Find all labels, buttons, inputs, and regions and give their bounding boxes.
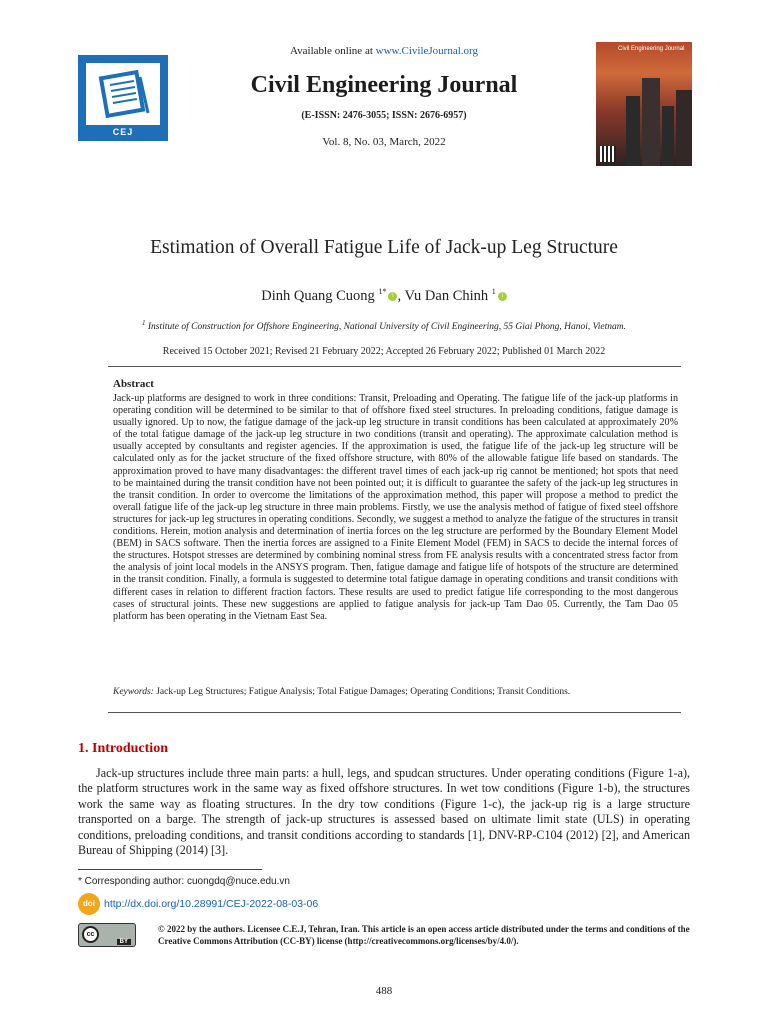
affiliation-superscript: 1 [141, 319, 146, 327]
keywords-label: Keywords: [113, 687, 154, 697]
orcid-icon[interactable]: i [388, 292, 397, 301]
keywords [113, 687, 570, 697]
corresponding-author: * Corresponding author: cuongdq@nuce.edu.vn [78, 876, 290, 887]
journal-title: Civil Engineering Journal [250, 72, 518, 98]
logo-label: CEJ [112, 127, 134, 137]
doi-icon: doi [78, 893, 100, 915]
cover-title: Civil Engineering Journal [618, 46, 685, 52]
qr-code-icon [600, 146, 616, 162]
footnote-divider [78, 869, 262, 870]
author-name: Dinh Quang Cuong [261, 287, 375, 304]
paper-title: Estimation of Overall Fatigue Life of Jack-up Leg Structure [150, 237, 618, 258]
by-icon: BY [117, 939, 131, 945]
author-separator: , [397, 287, 405, 304]
journal-cover-image [596, 42, 692, 166]
section-heading: 1. Introduction [78, 741, 168, 756]
availability-prefix: Available online at [290, 45, 376, 57]
publication-dates: Received 15 October 2021; Revised 21 February 2022; Accepted 26 February 2022; Published 01 March 2022 [162, 346, 606, 357]
journal-website-link[interactable]: www.CivileJournal.org [375, 45, 478, 57]
page-number: 488 [375, 985, 393, 997]
license-text: © 2022 by the authors. Licensee C.E.J, Tehran, Iran. This article is an open access article distributed under the terms and conditions of the Creative Commons Attribution (CC-BY) license (http://creativecommons.org/licenses/by/4.0/). [158, 924, 690, 946]
issn-line: (E-ISSN: 2476-3055; ISSN: 2676-6957) [301, 110, 467, 121]
abstract-heading: Abstract [113, 378, 154, 390]
author-superscript: 1* [378, 287, 387, 296]
abstract-text: Jack-up platforms are designed to work in three conditions: Transit, Preloading and Operating. The fatigue life of the jack-up platforms in operating condition will be determined to be similar to that of offshore fixed steel structures. In preloading conditions, fatigue damage is usually ignored. Up to now, the fatigue damage of the jack-up leg structure in transit conditions has been calculated at approximately 20% of the total fatigue damage of the jack-up leg structure in two conditions (transit and operating). The approximate calculation method is usually accepted by consultants and register agencies. If the approximation is used, the fatigue life of the jack-up leg structure will be calculated only as for the jacket structure of the fixed offshore structure, with 80% of the allowable fatigue life based on standards. The approximation proved to have many disadvantages: the different travel times of each jack-up rig cannot be mentioned; hot spots that need to be maintained during the transit condition have not been pointed out; it is difficult to guarantee the safety of the jack-up leg structures in the transit condition. In order to overcome the limitations of the approximation method, this paper will propose a method to predict the overall fatigue life of the jack-up leg structure in three main problems. Firstly, we use the analysis method of fatigue of fixed steel offshore structures for jack-up leg structures in operating conditions. Secondly, we suggest a method to analyze the fatigue of the structures in transit conditions. Herein, motion analysis and determination of inertia forces on the leg structure are performed by the Boundary Element Model (BEM) in SACS software. Then the inertia forces are assigned to a Finite Element Model (FEM) in SACS to decide the internal forces of the structures. Hotspot stresses are determined by combining nominal stress from FE analysis results with a concentrated stress factor from the analysis of joint local models in the ANSYS program. Then, fatigue damage and fatigue life of hotspots of the structure are determined in the transit condition. Finally, a formula is suggested to determine total fatigue damage in operating conditions and transit conditions with different cases in relation to different fraction factors. These results are used to predict fatigue life corresponding to the most dangerous cases of structural joints. These new suggestions are applied to fatigue analysis for jack-up Tam Dao 05. Currently, the Tam Dao 05 platform has been operating in the Vietnam East Sea. [113, 393, 678, 622]
author-superscript: 1 [491, 287, 496, 296]
paragraph-text: Jack-up structures include three main parts: a hull, legs, and spudcan structures. Under operating conditions (Figure 1-a), the platform structures work in the same way as fixed offshore structures. In wet tow conditions (Figure 1-b), the structures work the same way as floating structures. In the dry tow conditions (Figure 1-c), the jack-up rig is a large structure transported on a barge. The strength of jack-up structures is assessed based on ultimate limit state (ULS) in operating conditions, preloading conditions, and transit conditions according to standards [1], DNV-RP-C104 (2012) [2], and American Bureau of Shipping (2014) [3]. [78, 766, 690, 858]
doi-link[interactable]: http://dx.doi.org/10.28991/CEJ-2022-08-03-06 [104, 898, 319, 910]
cc-icon: cc [82, 926, 99, 943]
divider [108, 366, 681, 367]
keywords-text: Jack-up Leg Structures; Fatigue Analysis; Total Fatigue Damages; Operating Conditions; Transit Conditions. [153, 687, 571, 697]
author-list [0, 287, 768, 305]
affiliation-text: Institute of Construction for Offshore Engineering, National University of Civil Engineering, 55 Giai Phong, Hanoi, Vietnam. [147, 322, 626, 333]
author-name: Vu Dan Chinh [404, 287, 489, 304]
affiliation [0, 319, 768, 332]
orcid-icon[interactable]: i [498, 292, 507, 301]
body-paragraph [78, 766, 690, 858]
cc-by-license-icon[interactable] [78, 923, 136, 947]
divider [108, 712, 681, 713]
volume-line: Vol. 8, No. 03, March, 2022 [322, 136, 446, 148]
